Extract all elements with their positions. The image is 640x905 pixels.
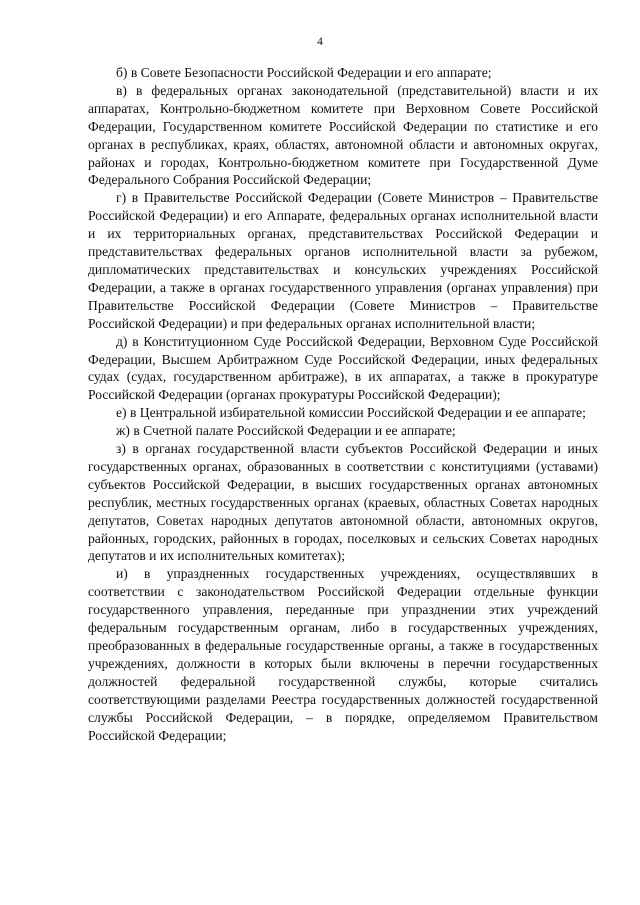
paragraph-e: е) в Центральной избирательной комиссии Российской Федерации и ее аппарате; xyxy=(116,405,586,421)
paragraph-d: д) в Конституционном Суде Российской Федерации, Верховном Суде Российской Федерации, Высшем Арбитражном Суде Российской Федерации, иных федеральных судах (судах, государственном арбитраже), в их аппаратах, а также в прокуратуре Российской Федерации (органах прокуратуры Российской Федерации); xyxy=(88,333,598,403)
document-body xyxy=(88,64,598,744)
paragraph-v: в) в федеральных органах законодательной (представительной) власти и их аппаратах, Контрольно-бюджетном комитете при Верховном Совете Российской Федерации, Государственном комитете Российской Федерации по статистике и его органах в республиках, краях, областях, автономной области и автономных округах, районах и городах, Контрольно-бюджетном комитете при Государственной Думе Федерального Собрания Российской Федерации; xyxy=(88,82,598,188)
paragraph-g: г) в Правительстве Российской Федерации (Совете Министров – Правительстве Российской Федерации) и его Аппарате, федеральных органах исполнительной власти и их территориальных органах, представительствах Российской Федерации и представительствах федеральных органов исполнительной власти за рубежом, дипломатических представительствах и консульских учреждениях Российской Федерации, а также в органах государственного управления (органах управления) при Правительстве Российской Федерации (Совете Министров – Правительстве Российской Федерации) и при федеральных органах исполнительной власти; xyxy=(88,190,598,331)
paragraph-b: б) в Совете Безопасности Российской Федерации и его аппарате; xyxy=(116,65,492,80)
paragraph-z: з) в органах государственной власти субъектов Российской Федерации и иных государственных органах, образованных в соответствии с конституциями (уставами) субъектов Российской Федерации, в высших государственных органах автономных республик, местных государственных органах (краевых, областных Советах народных депутатов, Советах народных депутатов автономной области, автономных округов, районных, городских, районных в городах, поселковых и сельских Советах народных депутатов и их исполнительных комитетах); xyxy=(88,441,598,564)
paragraph-zh: ж) в Счетной палате Российской Федерации и ее аппарате; xyxy=(116,423,456,439)
paragraph-i: и) в упраздненных государственных учреждениях, осуществлявших в соответствии с законодательством Российской Федерации отдельные функции государственного управления, переданные при упразднении этих учреждений федеральным государственным органам, либо в государственных учреждениях, преобразованных в федеральные государственные органы, а также в государственных учреждениях, должности в которых были включены в перечни государственных должностей федеральной государственной службы, которые считались соответствующими разделами Реестра государственных должностей государственной службы Российской Федерации, – в порядке, определяемом Правительством Российской Федерации; xyxy=(88,566,598,743)
page-number: 4 xyxy=(317,36,323,48)
